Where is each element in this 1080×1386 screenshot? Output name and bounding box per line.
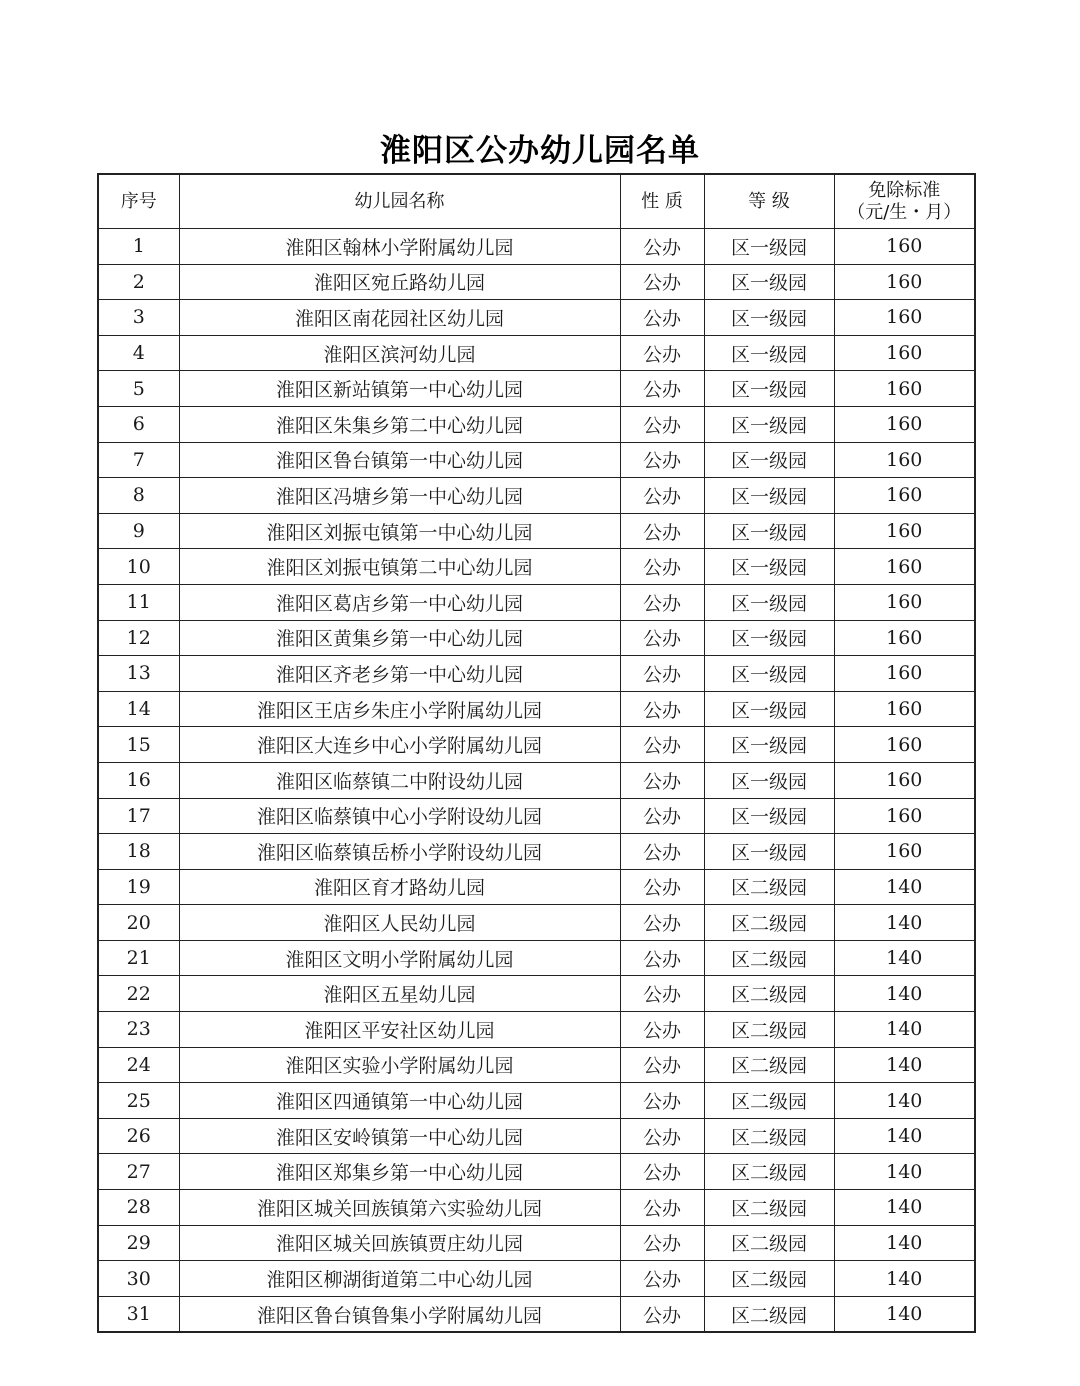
cell-nature: 公办 [620, 478, 704, 514]
cell-no: 6 [98, 406, 179, 442]
cell-name: 淮阳区文明小学附属幼儿园 [179, 940, 620, 976]
table-row [98, 335, 975, 371]
table-header [98, 174, 975, 229]
cell-nature: 公办 [620, 300, 704, 336]
cell-name: 淮阳区宛丘路幼儿园 [179, 264, 620, 300]
cell-no: 23 [98, 1012, 179, 1048]
cell-nature: 公办 [620, 798, 704, 834]
cell-fee: 140 [834, 1083, 975, 1119]
cell-no: 25 [98, 1083, 179, 1119]
cell-nature: 公办 [620, 442, 704, 478]
cell-name: 淮阳区四通镇第一中心幼儿园 [179, 1083, 620, 1119]
cell-fee: 160 [834, 656, 975, 692]
cell-nature: 公办 [620, 1225, 704, 1261]
cell-no: 16 [98, 762, 179, 798]
cell-name: 淮阳区朱集乡第二中心幼儿园 [179, 406, 620, 442]
cell-nature: 公办 [620, 834, 704, 870]
cell-no: 1 [98, 229, 179, 265]
table-row [98, 513, 975, 549]
cell-fee: 140 [834, 940, 975, 976]
cell-fee: 160 [834, 513, 975, 549]
cell-level: 区一级园 [704, 798, 834, 834]
cell-level: 区一级园 [704, 264, 834, 300]
cell-name: 淮阳区鲁台镇鲁集小学附属幼儿园 [179, 1296, 620, 1332]
cell-nature: 公办 [620, 549, 704, 585]
header-level: 等 级 [704, 174, 834, 229]
cell-nature: 公办 [620, 1047, 704, 1083]
cell-fee: 140 [834, 1225, 975, 1261]
cell-fee: 160 [834, 406, 975, 442]
cell-no: 15 [98, 727, 179, 763]
cell-level: 区二级园 [704, 905, 834, 941]
cell-no: 24 [98, 1047, 179, 1083]
cell-no: 29 [98, 1225, 179, 1261]
cell-fee: 140 [834, 1296, 975, 1332]
cell-nature: 公办 [620, 869, 704, 905]
cell-no: 8 [98, 478, 179, 514]
header-row [98, 174, 975, 229]
cell-name: 淮阳区大连乡中心小学附属幼儿园 [179, 727, 620, 763]
table-row [98, 869, 975, 905]
cell-name: 淮阳区城关回族镇第六实验幼儿园 [179, 1190, 620, 1226]
cell-fee: 160 [834, 229, 975, 265]
cell-level: 区二级园 [704, 1225, 834, 1261]
cell-nature: 公办 [620, 727, 704, 763]
cell-name: 淮阳区南花园社区幼儿园 [179, 300, 620, 336]
cell-nature: 公办 [620, 976, 704, 1012]
cell-name: 淮阳区新站镇第一中心幼儿园 [179, 371, 620, 407]
cell-name: 淮阳区冯塘乡第一中心幼儿园 [179, 478, 620, 514]
cell-no: 7 [98, 442, 179, 478]
header-no: 序号 [98, 174, 179, 229]
cell-name: 淮阳区鲁台镇第一中心幼儿园 [179, 442, 620, 478]
table-row [98, 1296, 975, 1332]
cell-nature: 公办 [620, 691, 704, 727]
cell-nature: 公办 [620, 1083, 704, 1119]
table-row [98, 1047, 975, 1083]
cell-fee: 140 [834, 869, 975, 905]
cell-fee: 160 [834, 478, 975, 514]
cell-nature: 公办 [620, 513, 704, 549]
table-row [98, 656, 975, 692]
table-row [98, 442, 975, 478]
cell-no: 2 [98, 264, 179, 300]
cell-nature: 公办 [620, 762, 704, 798]
cell-fee: 140 [834, 1118, 975, 1154]
cell-no: 9 [98, 513, 179, 549]
cell-level: 区二级园 [704, 1296, 834, 1332]
cell-nature: 公办 [620, 1261, 704, 1297]
cell-fee: 160 [834, 620, 975, 656]
cell-name: 淮阳区刘振屯镇第二中心幼儿园 [179, 549, 620, 585]
cell-level: 区一级园 [704, 406, 834, 442]
cell-no: 12 [98, 620, 179, 656]
table-row [98, 478, 975, 514]
cell-level: 区一级园 [704, 371, 834, 407]
table-row [98, 798, 975, 834]
table-row [98, 620, 975, 656]
header-fee-line2: （元/生・月） [847, 201, 962, 223]
cell-level: 区一级园 [704, 834, 834, 870]
cell-fee: 160 [834, 371, 975, 407]
cell-no: 27 [98, 1154, 179, 1190]
cell-fee: 140 [834, 1047, 975, 1083]
cell-level: 区二级园 [704, 976, 834, 1012]
cell-no: 14 [98, 691, 179, 727]
cell-name: 淮阳区城关回族镇贾庄幼儿园 [179, 1225, 620, 1261]
cell-nature: 公办 [620, 940, 704, 976]
cell-nature: 公办 [620, 1154, 704, 1190]
cell-no: 3 [98, 300, 179, 336]
cell-name: 淮阳区安岭镇第一中心幼儿园 [179, 1118, 620, 1154]
table-row [98, 1118, 975, 1154]
cell-level: 区一级园 [704, 584, 834, 620]
cell-fee: 140 [834, 976, 975, 1012]
cell-name: 淮阳区王店乡朱庄小学附属幼儿园 [179, 691, 620, 727]
cell-name: 淮阳区五星幼儿园 [179, 976, 620, 1012]
cell-fee: 160 [834, 549, 975, 585]
header-nature: 性 质 [620, 174, 704, 229]
cell-level: 区二级园 [704, 1047, 834, 1083]
table-row [98, 940, 975, 976]
cell-name: 淮阳区翰林小学附属幼儿园 [179, 229, 620, 265]
table-row [98, 1083, 975, 1119]
cell-no: 18 [98, 834, 179, 870]
cell-level: 区一级园 [704, 442, 834, 478]
cell-fee: 140 [834, 1261, 975, 1297]
cell-no: 22 [98, 976, 179, 1012]
cell-no: 4 [98, 335, 179, 371]
cell-level: 区一级园 [704, 478, 834, 514]
cell-name: 淮阳区滨河幼儿园 [179, 335, 620, 371]
cell-fee: 160 [834, 727, 975, 763]
cell-no: 21 [98, 940, 179, 976]
table-row [98, 371, 975, 407]
cell-name: 淮阳区临蔡镇岳桥小学附设幼儿园 [179, 834, 620, 870]
cell-level: 区一级园 [704, 727, 834, 763]
table-row [98, 727, 975, 763]
cell-name: 淮阳区郑集乡第一中心幼儿园 [179, 1154, 620, 1190]
cell-nature: 公办 [620, 264, 704, 300]
cell-fee: 140 [834, 1190, 975, 1226]
cell-no: 10 [98, 549, 179, 585]
cell-no: 26 [98, 1118, 179, 1154]
cell-name: 淮阳区人民幼儿园 [179, 905, 620, 941]
cell-name: 淮阳区刘振屯镇第一中心幼儿园 [179, 513, 620, 549]
cell-fee: 160 [834, 691, 975, 727]
table-row [98, 549, 975, 585]
cell-fee: 160 [834, 335, 975, 371]
table-row [98, 1154, 975, 1190]
cell-name: 淮阳区柳湖街道第二中心幼儿园 [179, 1261, 620, 1297]
cell-fee: 140 [834, 1154, 975, 1190]
cell-level: 区一级园 [704, 549, 834, 585]
cell-nature: 公办 [620, 584, 704, 620]
cell-fee: 160 [834, 798, 975, 834]
cell-nature: 公办 [620, 620, 704, 656]
table-row [98, 584, 975, 620]
cell-no: 17 [98, 798, 179, 834]
cell-level: 区一级园 [704, 762, 834, 798]
table-row [98, 229, 975, 265]
cell-name: 淮阳区平安社区幼儿园 [179, 1012, 620, 1048]
cell-name: 淮阳区临蔡镇二中附设幼儿园 [179, 762, 620, 798]
cell-level: 区一级园 [704, 513, 834, 549]
cell-level: 区二级园 [704, 1012, 834, 1048]
cell-nature: 公办 [620, 1190, 704, 1226]
table-row [98, 264, 975, 300]
cell-name: 淮阳区临蔡镇中心小学附设幼儿园 [179, 798, 620, 834]
cell-nature: 公办 [620, 406, 704, 442]
cell-name: 淮阳区实验小学附属幼儿园 [179, 1047, 620, 1083]
table-row [98, 834, 975, 870]
cell-name: 淮阳区育才路幼儿园 [179, 869, 620, 905]
cell-fee: 160 [834, 264, 975, 300]
cell-no: 28 [98, 1190, 179, 1226]
cell-nature: 公办 [620, 1118, 704, 1154]
cell-nature: 公办 [620, 905, 704, 941]
table-row [98, 1190, 975, 1226]
table-row [98, 1012, 975, 1048]
table-row [98, 300, 975, 336]
cell-nature: 公办 [620, 656, 704, 692]
table-row [98, 1261, 975, 1297]
cell-level: 区一级园 [704, 620, 834, 656]
cell-level: 区二级园 [704, 1190, 834, 1226]
cell-level: 区二级园 [704, 940, 834, 976]
cell-level: 区二级园 [704, 1261, 834, 1297]
cell-fee: 140 [834, 1012, 975, 1048]
cell-level: 区一级园 [704, 300, 834, 336]
cell-fee: 160 [834, 584, 975, 620]
table-row [98, 976, 975, 1012]
table-row [98, 905, 975, 941]
cell-level: 区二级园 [704, 869, 834, 905]
cell-no: 19 [98, 869, 179, 905]
cell-level: 区二级园 [704, 1083, 834, 1119]
cell-nature: 公办 [620, 335, 704, 371]
header-fee [834, 174, 975, 229]
cell-name: 淮阳区黄集乡第一中心幼儿园 [179, 620, 620, 656]
header-name: 幼儿园名称 [179, 174, 620, 229]
cell-nature: 公办 [620, 371, 704, 407]
cell-level: 区二级园 [704, 1118, 834, 1154]
cell-no: 20 [98, 905, 179, 941]
cell-level: 区一级园 [704, 335, 834, 371]
kindergarten-table [97, 173, 976, 1333]
cell-no: 30 [98, 1261, 179, 1297]
cell-no: 31 [98, 1296, 179, 1332]
table-body [98, 229, 975, 1333]
cell-name: 淮阳区葛店乡第一中心幼儿园 [179, 584, 620, 620]
cell-no: 11 [98, 584, 179, 620]
cell-fee: 160 [834, 442, 975, 478]
cell-fee: 140 [834, 905, 975, 941]
header-fee-line1: 免除标准 [868, 179, 941, 201]
cell-level: 区二级园 [704, 1154, 834, 1190]
cell-no: 5 [98, 371, 179, 407]
cell-nature: 公办 [620, 1296, 704, 1332]
page-title: 淮阳区公办幼儿园名单 [380, 133, 700, 169]
table-row [98, 691, 975, 727]
cell-fee: 160 [834, 834, 975, 870]
table-row [98, 406, 975, 442]
cell-no: 13 [98, 656, 179, 692]
cell-name: 淮阳区齐老乡第一中心幼儿园 [179, 656, 620, 692]
cell-level: 区一级园 [704, 229, 834, 265]
cell-fee: 160 [834, 300, 975, 336]
cell-fee: 160 [834, 762, 975, 798]
cell-level: 区一级园 [704, 691, 834, 727]
table-row [98, 762, 975, 798]
cell-nature: 公办 [620, 1012, 704, 1048]
cell-nature: 公办 [620, 229, 704, 265]
cell-level: 区一级园 [704, 656, 834, 692]
table-row [98, 1225, 975, 1261]
